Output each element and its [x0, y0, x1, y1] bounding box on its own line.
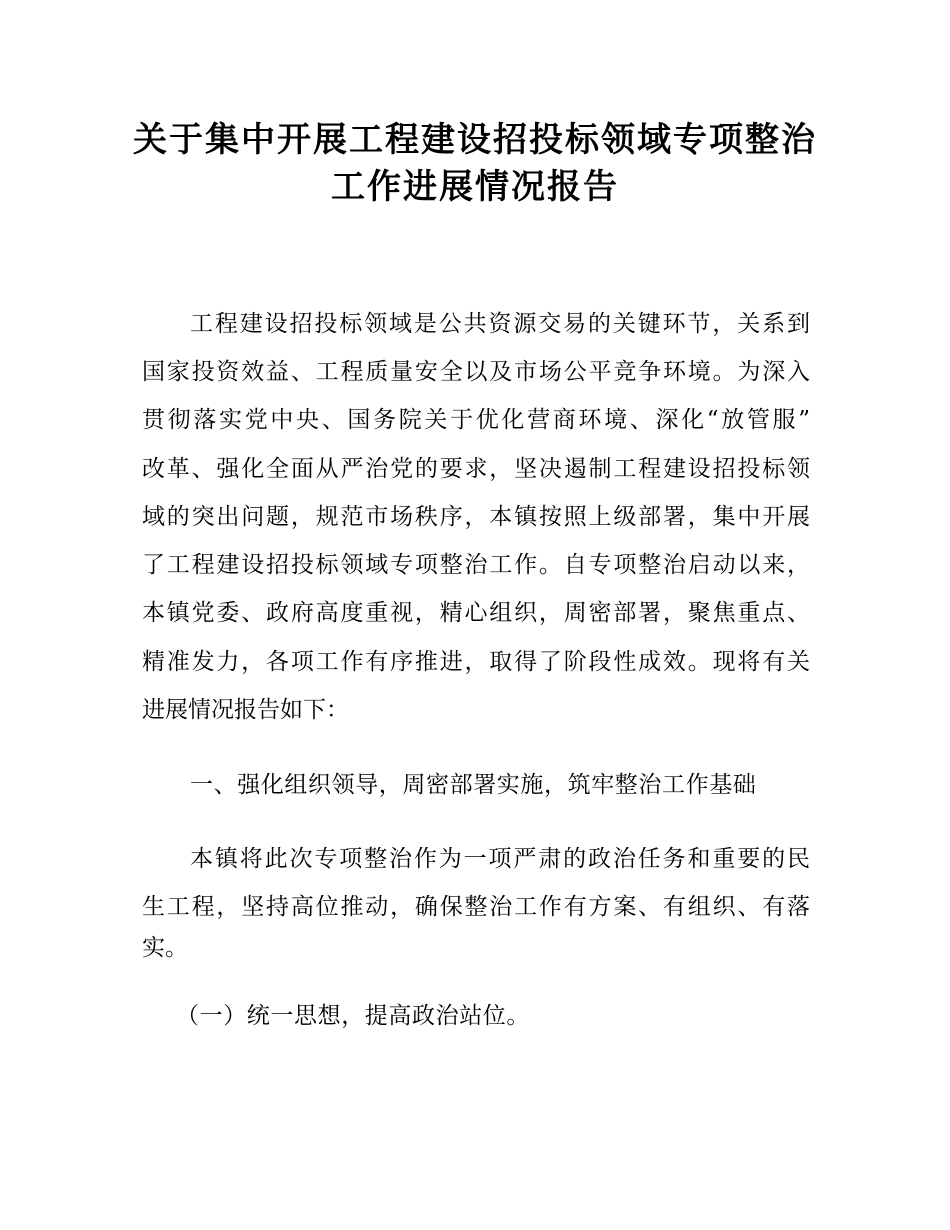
text-line: 本镇党委、政府高度重视，精心组织，周密部署，聚焦重点、: [142, 600, 810, 626]
section-heading: 一、强化组织领导，周密部署实施，筑牢整治工作基础: [190, 772, 757, 798]
text-line: 工程建设招投标领域是公共资源交易的关键环节，关系到: [190, 311, 810, 337]
text-line: 了工程建设招投标领域专项整治工作。自专项整治启动以来，: [142, 552, 810, 578]
text-line: 贯彻落实党中央、国务院关于优化营商环境、深化“放管服”: [142, 407, 810, 433]
text-line: 改革、强化全面从严治党的要求，坚决遏制工程建设招投标领: [142, 456, 810, 482]
document-title-line-1: 关于集中开展工程建设招投标领域专项整治: [133, 120, 817, 160]
document-title-line-2: 工作进展情况报告: [331, 167, 619, 207]
subsection-heading: （一）统一思想，提高政治站位。: [176, 1003, 530, 1029]
text-line: 精准发力，各项工作有序推进，取得了阶段性成效。现将有关: [142, 649, 810, 675]
text-line: 进展情况报告如下：: [142, 697, 349, 723]
text-line: 生工程，坚持高位推动，确保整治工作有方案、有组织、有落: [142, 894, 810, 920]
text-line: 实。: [142, 935, 188, 961]
text-line: 本镇将此次专项整治作为一项严肃的政治任务和重要的民: [190, 846, 810, 872]
text-line: 国家投资效益、工程质量安全以及市场公平竞争环境。为深入: [142, 359, 810, 385]
text-line: 域的突出问题，规范市场秩序，本镇按照上级部署，集中开展: [142, 504, 810, 530]
